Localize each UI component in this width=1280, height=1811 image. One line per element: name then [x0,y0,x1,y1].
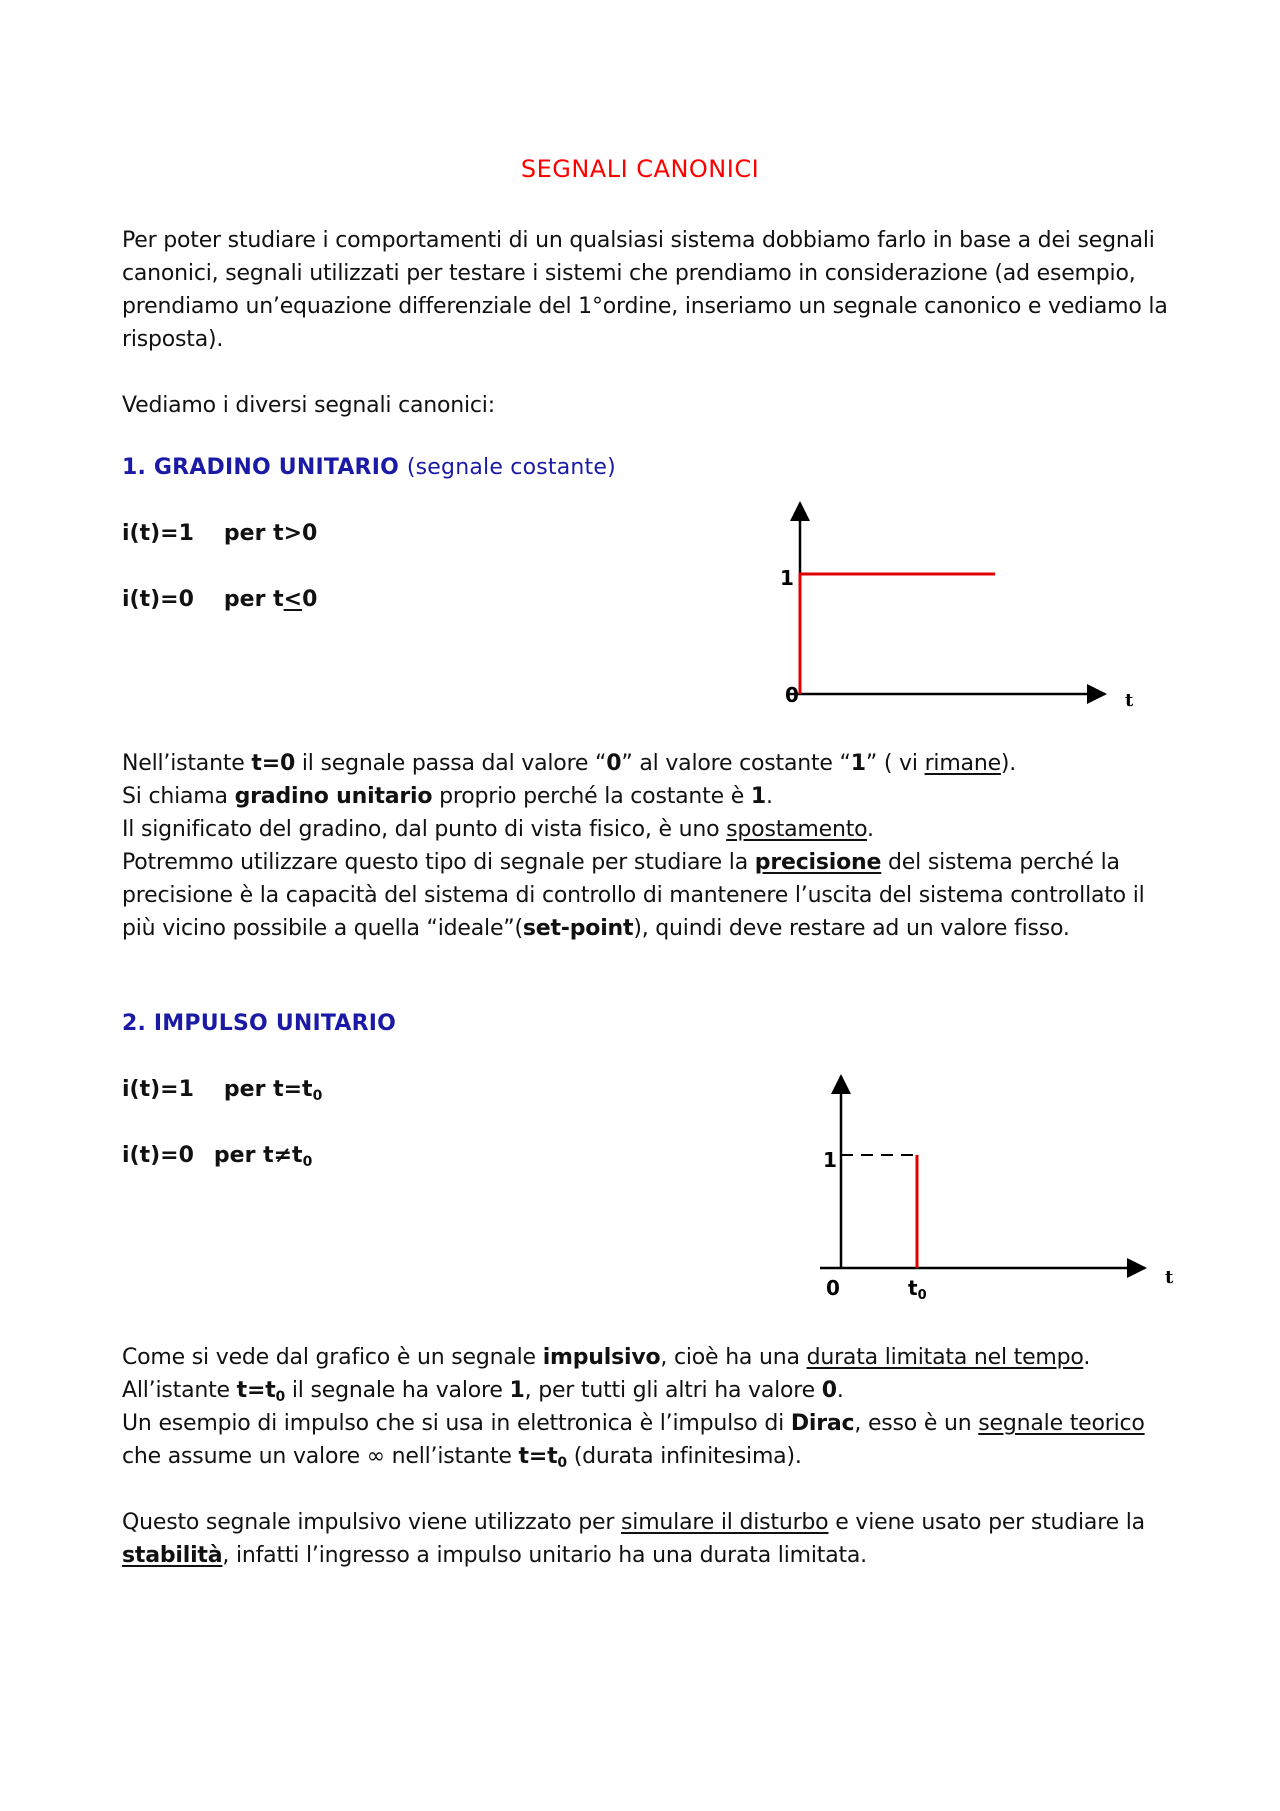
formula-lhs: i(t)=1 [122,1077,194,1102]
step-signal-line [800,574,995,694]
section1-body-line-5: precisione è la capacità del sistema di controllo di mantenere l’uscita del sistema controllato il [122,883,1145,908]
formula-rhs: per t>0 [223,521,318,546]
section1-body-line-3 [122,813,874,846]
text: Il significato del gradino, dal punto di vista fisico, è uno [122,817,727,842]
text: del sistema perché la [881,850,1120,875]
text-bold [237,1378,285,1403]
text: , esso è un [854,1411,979,1436]
section2-body-line-6 [122,1539,867,1572]
origin-label: 0 [785,683,799,707]
step-chart [760,495,1150,715]
section1-body-line-2 [122,780,773,813]
text-bold-underlined: stabilità [122,1543,223,1568]
text-bold: 0 [821,1378,837,1403]
section2-formula-1 [122,1077,322,1102]
t0-label: $t_0$ [908,1276,927,1303]
text-underlined: durata limitata nel tempo [806,1345,1084,1370]
text: , cioè ha una [660,1345,807,1370]
section1-heading [122,455,616,480]
text: , per tutti gli altri ha valore [524,1378,822,1403]
text: Un esempio di impulso che si usa in elettronica è l’impulso di [122,1411,791,1436]
formula-rhs-subscript: 0 [302,1154,313,1170]
intro-line-2: canonici, segnali utilizzati per testare i sistemi che prendiamo in considerazione (ad esempio, [122,261,1136,286]
text-bold: t=0 [251,751,296,776]
formula-rhs-suffix: 0 [302,587,318,612]
subscript: 0 [275,1389,286,1405]
text: Nell’istante [122,751,252,776]
intro-line-3: prendiamo un’equazione differenziale del 1°ordine, inseriamo un segnale canonico e vediamo la [122,294,1168,319]
text-bold: 1 [750,784,766,809]
text-bold-underlined: precisione [754,850,882,875]
formula-lhs: i(t)=1 [122,521,194,546]
text-bold: Dirac [790,1411,855,1436]
section1-body-line-1 [122,747,1016,780]
section2-body-line-4 [122,1440,802,1473]
text: . [765,784,773,809]
section1-subtitle: (segnale costante) [406,455,616,480]
text: ), quindi deve restare ad un valore fisso. [633,916,1070,941]
text: il segnale ha valore [285,1378,510,1403]
text-underlined: segnale teorico [978,1411,1145,1436]
text: proprio perché la costante è [432,784,751,809]
text: t=t [236,1378,276,1403]
section1-formula-1 [122,521,317,546]
formula-lhs: i(t)=0 [122,1143,194,1168]
formula-rhs-subscript: 0 [312,1088,323,1104]
intro-lead: Vediamo i diversi segnali canonici: [122,393,495,418]
text-bold: 1 [850,751,866,776]
text: e viene usato per studiare la [828,1510,1145,1535]
impulse-chart [800,1065,1190,1310]
formula-rhs: per t≠t [213,1143,303,1168]
intro-line-1: Per poter studiare i comportamenti di un qualsiasi sistema dobbiamo farlo in base a dei segnali [122,228,1155,253]
text: ). [1000,751,1017,776]
x-label-t: t [1125,690,1134,711]
section1-body-line-6 [122,912,1070,945]
text: . [836,1378,844,1403]
text: Questo segnale impulsivo viene utilizzato per [122,1510,622,1535]
section2-body-line-3 [122,1407,1145,1440]
text: All’istante [122,1378,237,1403]
text: . [867,817,874,842]
text: . [1083,1345,1091,1370]
section2-formula-2 [122,1143,312,1168]
text-underlined: simulare il disturbo [621,1510,829,1535]
text: ” ( vi [865,751,925,776]
formula-rhs: per t=t [223,1077,313,1102]
text: (durata infinitesima). [566,1444,802,1469]
text: ” al valore costante “ [621,751,851,776]
formula-lhs: i(t)=0 [122,587,194,612]
text: Come si vede dal grafico è un segnale [122,1345,543,1370]
section1-formula-2 [122,587,317,612]
section2-body-line-5 [122,1506,1145,1539]
text: più vicino possibile a quella “ideale”( [122,916,523,941]
text-underlined: spostamento [726,817,868,842]
formula-rhs-relation: < [283,587,303,612]
origin-label: 0 [826,1276,840,1300]
intro-line-4: risposta). [122,327,224,352]
text-bold: 0 [606,751,622,776]
section1-body-line-4 [122,846,1120,879]
page-title: SEGNALI CANONICI [520,155,760,183]
text: t=t [518,1444,558,1469]
text: che assume un valore ∞ nell’istante [122,1444,519,1469]
section1-title: 1. GRADINO UNITARIO [122,455,399,480]
text: Potremmo utilizzare questo tipo di segnale per studiare la [122,850,755,875]
section2-body-line-1 [122,1341,1090,1374]
section2-heading: 2. IMPULSO UNITARIO [122,1011,397,1036]
text-bold: impulsivo [542,1345,661,1370]
text: , infatti l’ingresso a impulso unitario ha una durata limitata. [222,1543,867,1568]
y-label-one: 1 [780,566,794,590]
subscript: 0 [557,1455,567,1471]
text-bold: set-point [522,916,634,941]
x-label-t: t [1165,1267,1174,1288]
text-bold [519,1444,567,1469]
y-label-one: 1 [823,1148,837,1172]
formula-rhs-prefix: per t [223,587,284,612]
section2-body-line-2 [122,1374,844,1407]
text: Si chiama [122,784,235,809]
text-underlined: rimane [924,751,1001,776]
text-bold: 1 [509,1378,525,1403]
text-bold: gradino unitario [234,784,433,809]
text: il segnale passa dal valore “ [295,751,607,776]
